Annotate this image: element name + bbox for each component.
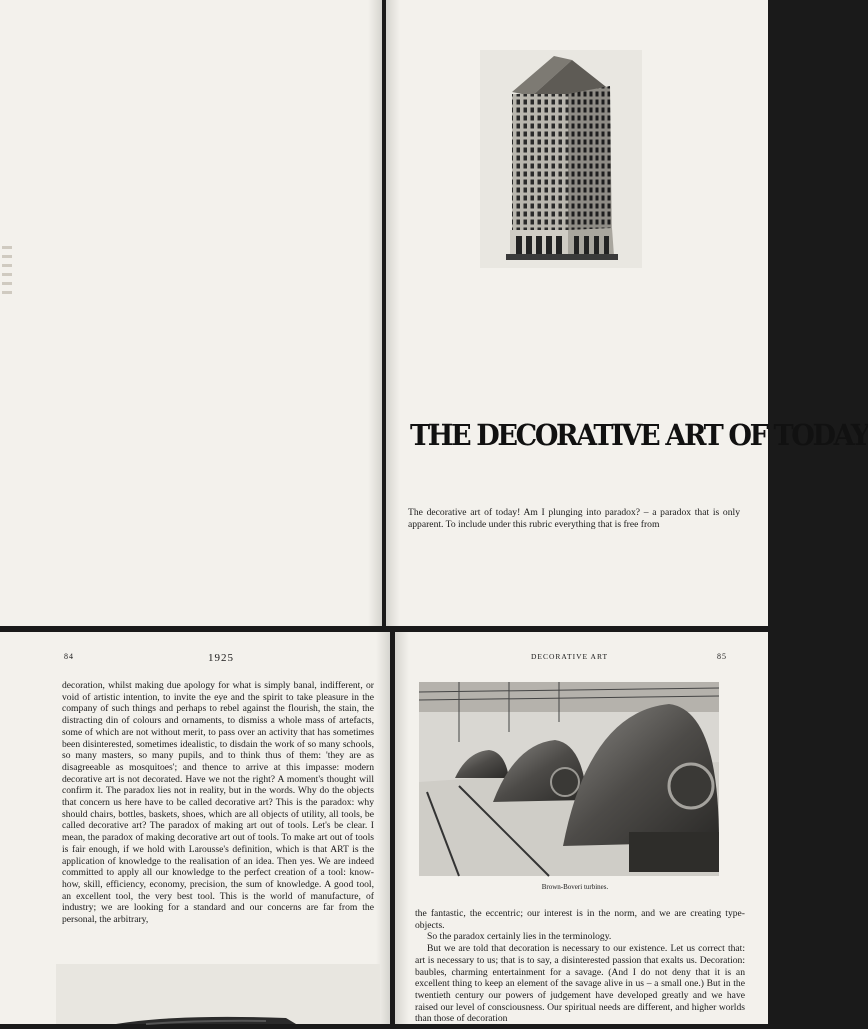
page-number: 85 [717,652,727,661]
skyscraper-illustration [480,50,642,268]
page-85 [395,632,768,1024]
photo-caption: Brown-Boveri turbines. [541,883,609,891]
paragraph-3: But we are told that decoration is necessary to our existence. Let us correct that: art is necessary to us; that is to say, a disinterested passion that exalts us. Decoration: baubles, charming entertainment for a savage. (And I do not deny that it is an excellent thing to keep an element of the savage alive in us – a small one.) But in the twentieth century our powers of judgement have developed greatly and we have raised our level of consciousness. Our spiritual needs are different, and higher worlds than those of decoration [415,943,745,1025]
gutter-shadow [368,0,382,626]
chapter-title: THE DECORATIVE ART OF TODAY [410,418,868,452]
intro-paragraph: The decorative art of today! Am I plunging into paradox? – a paradox that is only apparent. To include under this rubric everything that is free from [408,507,740,530]
running-head: 1925 [208,652,234,664]
page-number: 84 [64,652,74,661]
blank-left-page [0,0,382,626]
machine-photo-partial [56,964,380,1024]
show-through-marks [2,240,12,300]
body-text [415,908,745,1025]
body-paragraph: decoration, whilst making due apology for what is simply banal, indifferent, or void of artistic intention, to invite the eye and the spirit to take pleasure in the company of such things and perhaps to rebel against the flourish, the stain, the distracting din of colours and ornaments, to dismiss a whole mass of artefacts, some of which are not without merit, to pass over an activity that has sometimes been disinterested, sometimes idealistic, to disdain the work of so many schools, so many masters, so many pupils, and to think thus of them: 'they are as disagreeable as mosquitoes'; and thence to arrive at this impasse: modern decorative art is not decorated. Have we not the right? A moment's thought will confirm it. The paradox lies not in reality, but in the words. Why do the objects that concern us here have to be called decorative art? This is the paradox: why should chairs, bottles, baskets, shoes, which are all objects of utility, all tools, be called decorative art? The paradox of making art out of tools. Let's be clear. I mean, the paradox of making decorative art out of tools. To make art out of tools is fair enough, if we hold with Larousse's definition, which is that ART is the application of knowledge to the realisation of an idea. Then yes. We are indeed committed to apply all our knowledge to the perfect creation of a tool: know-how, skill, efficiency, economy, precision, the sum of knowledge. A good tool, an excellent tool, the very best tool. This is the world of manufacture, of industry; we are looking for a standard and our concerns are far from the personal, the arbitrary, [62,680,374,926]
gutter-shadow [395,632,409,1024]
running-head: DECORATIVE ART [531,652,609,661]
paragraph-1: the fantastic, the eccentric; our interest is in the norm, and we are creating type-objects. [415,908,745,931]
page-84 [0,632,390,1024]
turbine-illustration [419,682,719,876]
bottom-photo [56,964,380,1024]
paragraph-2: So the paradox certainly lies in the terminology. [427,931,612,943]
turbine-photo [419,682,719,876]
gutter-shadow [386,0,400,626]
skyscraper-photo [480,50,642,268]
title-page [386,0,868,626]
